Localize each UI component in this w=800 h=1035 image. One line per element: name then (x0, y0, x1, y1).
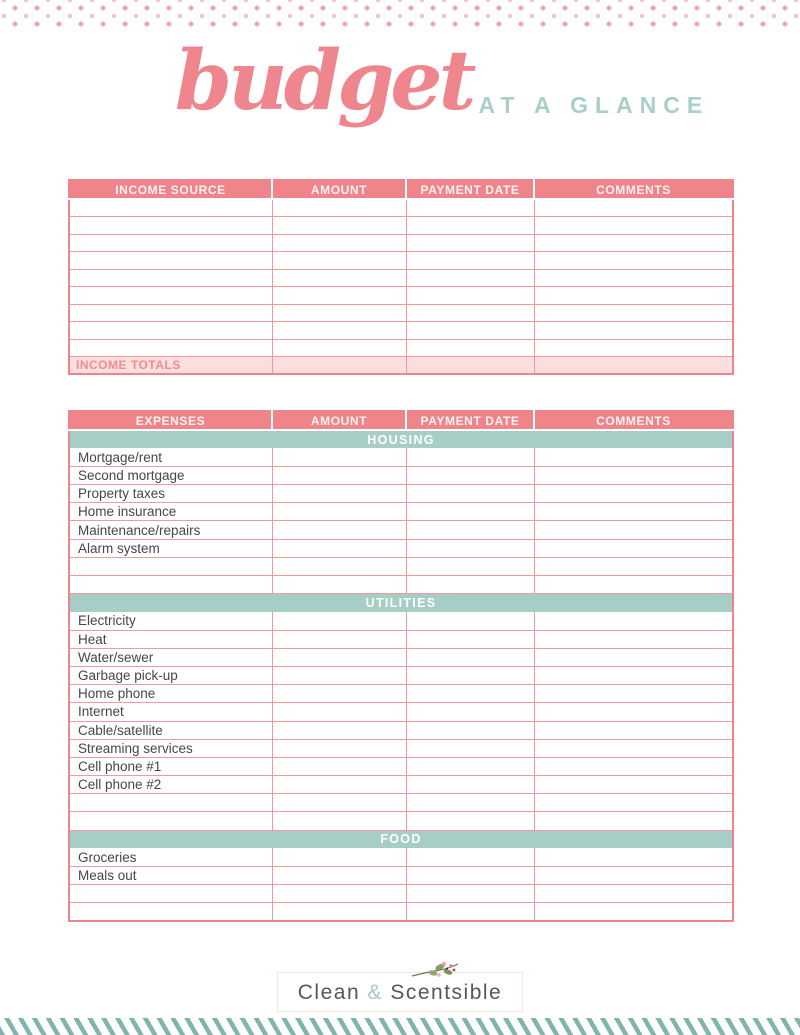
income-blank-cell (534, 269, 733, 287)
income-blank-cell (272, 304, 406, 322)
income-table-body (69, 199, 733, 374)
expense-blank-cell (406, 739, 534, 757)
income-entry-row (69, 269, 733, 287)
expense-blank-cell (406, 576, 534, 594)
income-blank-cell (69, 339, 272, 357)
income-blank-cell (406, 287, 534, 305)
expense-entry-row (69, 612, 733, 630)
expense-label: Garbage pick-up (69, 666, 272, 684)
diagonal-stripe-border (0, 1018, 800, 1035)
income-blank-cell (69, 252, 272, 270)
expense-blank-cell (534, 794, 733, 812)
expense-entry-row (69, 448, 733, 466)
expense-blank-cell (534, 576, 733, 594)
expense-entry-row (69, 885, 733, 903)
income-blank-cell (69, 304, 272, 322)
expense-label: Alarm system (69, 539, 272, 557)
expense-blank-cell (272, 757, 406, 775)
income-blank-cell (272, 199, 406, 217)
expense-entry-row (69, 867, 733, 885)
expense-label: Maintenance/repairs (69, 521, 272, 539)
expense-blank-cell (406, 867, 534, 885)
expense-blank-cell (406, 685, 534, 703)
expense-label: Home insurance (69, 503, 272, 521)
income-blank-cell (272, 339, 406, 357)
income-blank-cell (534, 287, 733, 305)
income-blank-cell (406, 269, 534, 287)
income-entry-row (69, 217, 733, 235)
expense-blank-label (69, 794, 272, 812)
expense-blank-cell (272, 685, 406, 703)
expense-label: Meals out (69, 867, 272, 885)
income-entry-row (69, 252, 733, 270)
expense-blank-cell (406, 721, 534, 739)
income-blank-cell (534, 199, 733, 217)
income-blank-cell (406, 234, 534, 252)
brand-logo-text (298, 981, 502, 1005)
income-blank-cell (272, 252, 406, 270)
expense-blank-cell (406, 539, 534, 557)
expense-blank-cell (272, 448, 406, 466)
expense-entry-row (69, 776, 733, 794)
expense-entry-row (69, 503, 733, 521)
expense-blank-cell (534, 485, 733, 503)
income-blank-cell (406, 339, 534, 357)
expense-blank-cell (534, 666, 733, 684)
expense-blank-cell (534, 648, 733, 666)
floral-sprig-icon (410, 960, 462, 986)
expense-entry-row (69, 703, 733, 721)
expense-blank-label (69, 812, 272, 830)
income-column-header-4: COMMENTS (534, 180, 733, 199)
expense-entry-row (69, 576, 733, 594)
brand-logo (277, 972, 523, 1012)
expense-blank-cell (406, 503, 534, 521)
title-caps-words: AT A GLANCE (478, 92, 710, 118)
income-blank-cell (406, 217, 534, 235)
income-blank-cell (272, 217, 406, 235)
expense-blank-cell (534, 757, 733, 775)
expense-blank-cell (272, 466, 406, 484)
section-row-food (69, 830, 733, 848)
expense-blank-cell (272, 721, 406, 739)
income-entry-row (69, 322, 733, 340)
expense-label: Groceries (69, 848, 272, 866)
expense-entry-row (69, 648, 733, 666)
expense-label: Property taxes (69, 485, 272, 503)
income-entry-row (69, 287, 733, 305)
income-blank-cell (534, 339, 733, 357)
income-blank-cell (534, 234, 733, 252)
income-totals-blank-cell (406, 357, 534, 375)
expense-blank-cell (534, 685, 733, 703)
expense-blank-cell (272, 776, 406, 794)
income-column-header-3: PAYMENT DATE (406, 180, 534, 199)
expense-label: Mortgage/rent (69, 448, 272, 466)
expense-blank-cell (406, 794, 534, 812)
expense-entry-row (69, 812, 733, 830)
expense-blank-cell (406, 848, 534, 866)
expense-label: Heat (69, 630, 272, 648)
income-blank-cell (69, 217, 272, 235)
expense-blank-cell (406, 521, 534, 539)
expense-entry-row (69, 485, 733, 503)
income-blank-cell (534, 304, 733, 322)
expense-blank-cell (406, 557, 534, 575)
expense-blank-cell (272, 885, 406, 903)
income-column-header-1: INCOME SOURCE (69, 180, 272, 199)
income-blank-cell (406, 252, 534, 270)
expense-blank-cell (534, 503, 733, 521)
footer (0, 972, 800, 1012)
expenses-column-header-3: PAYMENT DATE (406, 411, 534, 430)
expense-entry-row (69, 557, 733, 575)
expense-blank-cell (534, 885, 733, 903)
expense-entry-row (69, 848, 733, 866)
expense-blank-cell (406, 885, 534, 903)
income-blank-cell (69, 287, 272, 305)
expense-blank-cell (272, 648, 406, 666)
brand-ampersand: & (367, 981, 383, 1004)
expense-entry-row (69, 757, 733, 775)
expense-blank-cell (272, 666, 406, 684)
page-title (42, 30, 800, 179)
income-blank-cell (69, 199, 272, 217)
income-blank-cell (69, 234, 272, 252)
expense-blank-cell (272, 812, 406, 830)
income-blank-cell (406, 199, 534, 217)
expense-label: Internet (69, 703, 272, 721)
expense-blank-cell (406, 630, 534, 648)
expense-blank-cell (406, 666, 534, 684)
expenses-column-header-1: EXPENSES (69, 411, 272, 430)
expense-blank-cell (272, 903, 406, 921)
expense-blank-cell (534, 630, 733, 648)
income-totals-row (69, 357, 733, 375)
expense-blank-cell (534, 903, 733, 921)
expense-blank-cell (272, 521, 406, 539)
income-entry-row (69, 199, 733, 217)
expenses-column-header-4: COMMENTS (534, 411, 733, 430)
income-blank-cell (406, 304, 534, 322)
expense-blank-label (69, 557, 272, 575)
section-header-food: FOOD (69, 830, 733, 848)
expense-blank-cell (406, 812, 534, 830)
expenses-header-row (69, 411, 733, 430)
expense-blank-cell (406, 612, 534, 630)
expense-blank-cell (406, 648, 534, 666)
expense-blank-cell (406, 466, 534, 484)
expense-label: Home phone (69, 685, 272, 703)
section-header-utilities: UTILITIES (69, 594, 733, 612)
expense-entry-row (69, 521, 733, 539)
income-blank-cell (69, 269, 272, 287)
expense-label: Water/sewer (69, 648, 272, 666)
expense-blank-cell (534, 867, 733, 885)
expenses-table-body (69, 430, 733, 921)
expense-entry-row (69, 466, 733, 484)
expense-blank-label (69, 885, 272, 903)
expense-entry-row (69, 794, 733, 812)
expense-entry-row (69, 685, 733, 703)
expenses-table (68, 410, 734, 922)
expense-entry-row (69, 739, 733, 757)
expense-label: Electricity (69, 612, 272, 630)
title-script-word: budget (174, 33, 473, 129)
section-header-housing: HOUSING (69, 430, 733, 448)
expense-entry-row (69, 630, 733, 648)
income-table-header (69, 180, 733, 199)
expense-blank-cell (272, 576, 406, 594)
expense-blank-cell (406, 776, 534, 794)
expense-blank-cell (534, 557, 733, 575)
expense-blank-cell (272, 539, 406, 557)
expense-blank-cell (534, 521, 733, 539)
income-table (68, 179, 734, 375)
income-entry-row (69, 234, 733, 252)
expense-blank-cell (534, 812, 733, 830)
polka-dot-border (0, 0, 800, 30)
income-column-header-2: AMOUNT (272, 180, 406, 199)
expense-blank-cell (534, 776, 733, 794)
income-blank-cell (534, 322, 733, 340)
income-entry-row (69, 304, 733, 322)
expense-blank-cell (272, 794, 406, 812)
income-blank-cell (272, 322, 406, 340)
expense-entry-row (69, 539, 733, 557)
expense-blank-cell (534, 448, 733, 466)
section-row-utilities (69, 594, 733, 612)
income-totals-blank-cell (534, 357, 733, 375)
income-header-row (69, 180, 733, 199)
income-blank-cell (272, 234, 406, 252)
expense-label: Cell phone #1 (69, 757, 272, 775)
expense-blank-cell (406, 757, 534, 775)
expense-blank-cell (534, 612, 733, 630)
expense-entry-row (69, 721, 733, 739)
expense-label: Streaming services (69, 739, 272, 757)
expense-blank-cell (272, 848, 406, 866)
expense-label: Cable/satellite (69, 721, 272, 739)
expense-blank-cell (534, 466, 733, 484)
expense-blank-label (69, 576, 272, 594)
expense-blank-cell (406, 448, 534, 466)
income-blank-cell (534, 252, 733, 270)
expense-blank-label (69, 903, 272, 921)
expense-blank-cell (406, 485, 534, 503)
expense-blank-cell (534, 539, 733, 557)
income-blank-cell (272, 269, 406, 287)
expense-blank-cell (272, 503, 406, 521)
expense-entry-row (69, 903, 733, 921)
income-totals-label: INCOME TOTALS (69, 357, 272, 375)
expense-blank-cell (272, 867, 406, 885)
expense-blank-cell (406, 903, 534, 921)
income-blank-cell (272, 287, 406, 305)
income-blank-cell (534, 217, 733, 235)
expense-blank-cell (534, 721, 733, 739)
expense-blank-cell (272, 703, 406, 721)
expense-blank-cell (272, 739, 406, 757)
expense-blank-cell (534, 848, 733, 866)
expense-blank-cell (272, 612, 406, 630)
expense-blank-cell (406, 703, 534, 721)
expense-blank-cell (534, 703, 733, 721)
expense-entry-row (69, 666, 733, 684)
income-blank-cell (406, 322, 534, 340)
brand-word-clean: Clean (297, 981, 361, 1004)
expense-label: Second mortgage (69, 466, 272, 484)
expense-label: Cell phone #2 (69, 776, 272, 794)
income-totals-blank-cell (272, 357, 406, 375)
expense-blank-cell (272, 557, 406, 575)
section-row-housing (69, 430, 733, 448)
expenses-column-header-2: AMOUNT (272, 411, 406, 430)
income-blank-cell (69, 322, 272, 340)
expenses-table-header (69, 411, 733, 430)
expense-blank-cell (534, 739, 733, 757)
expense-blank-cell (272, 630, 406, 648)
expense-blank-cell (272, 485, 406, 503)
brand-word-scentsible: Scentsible (390, 981, 503, 1004)
income-entry-row (69, 339, 733, 357)
